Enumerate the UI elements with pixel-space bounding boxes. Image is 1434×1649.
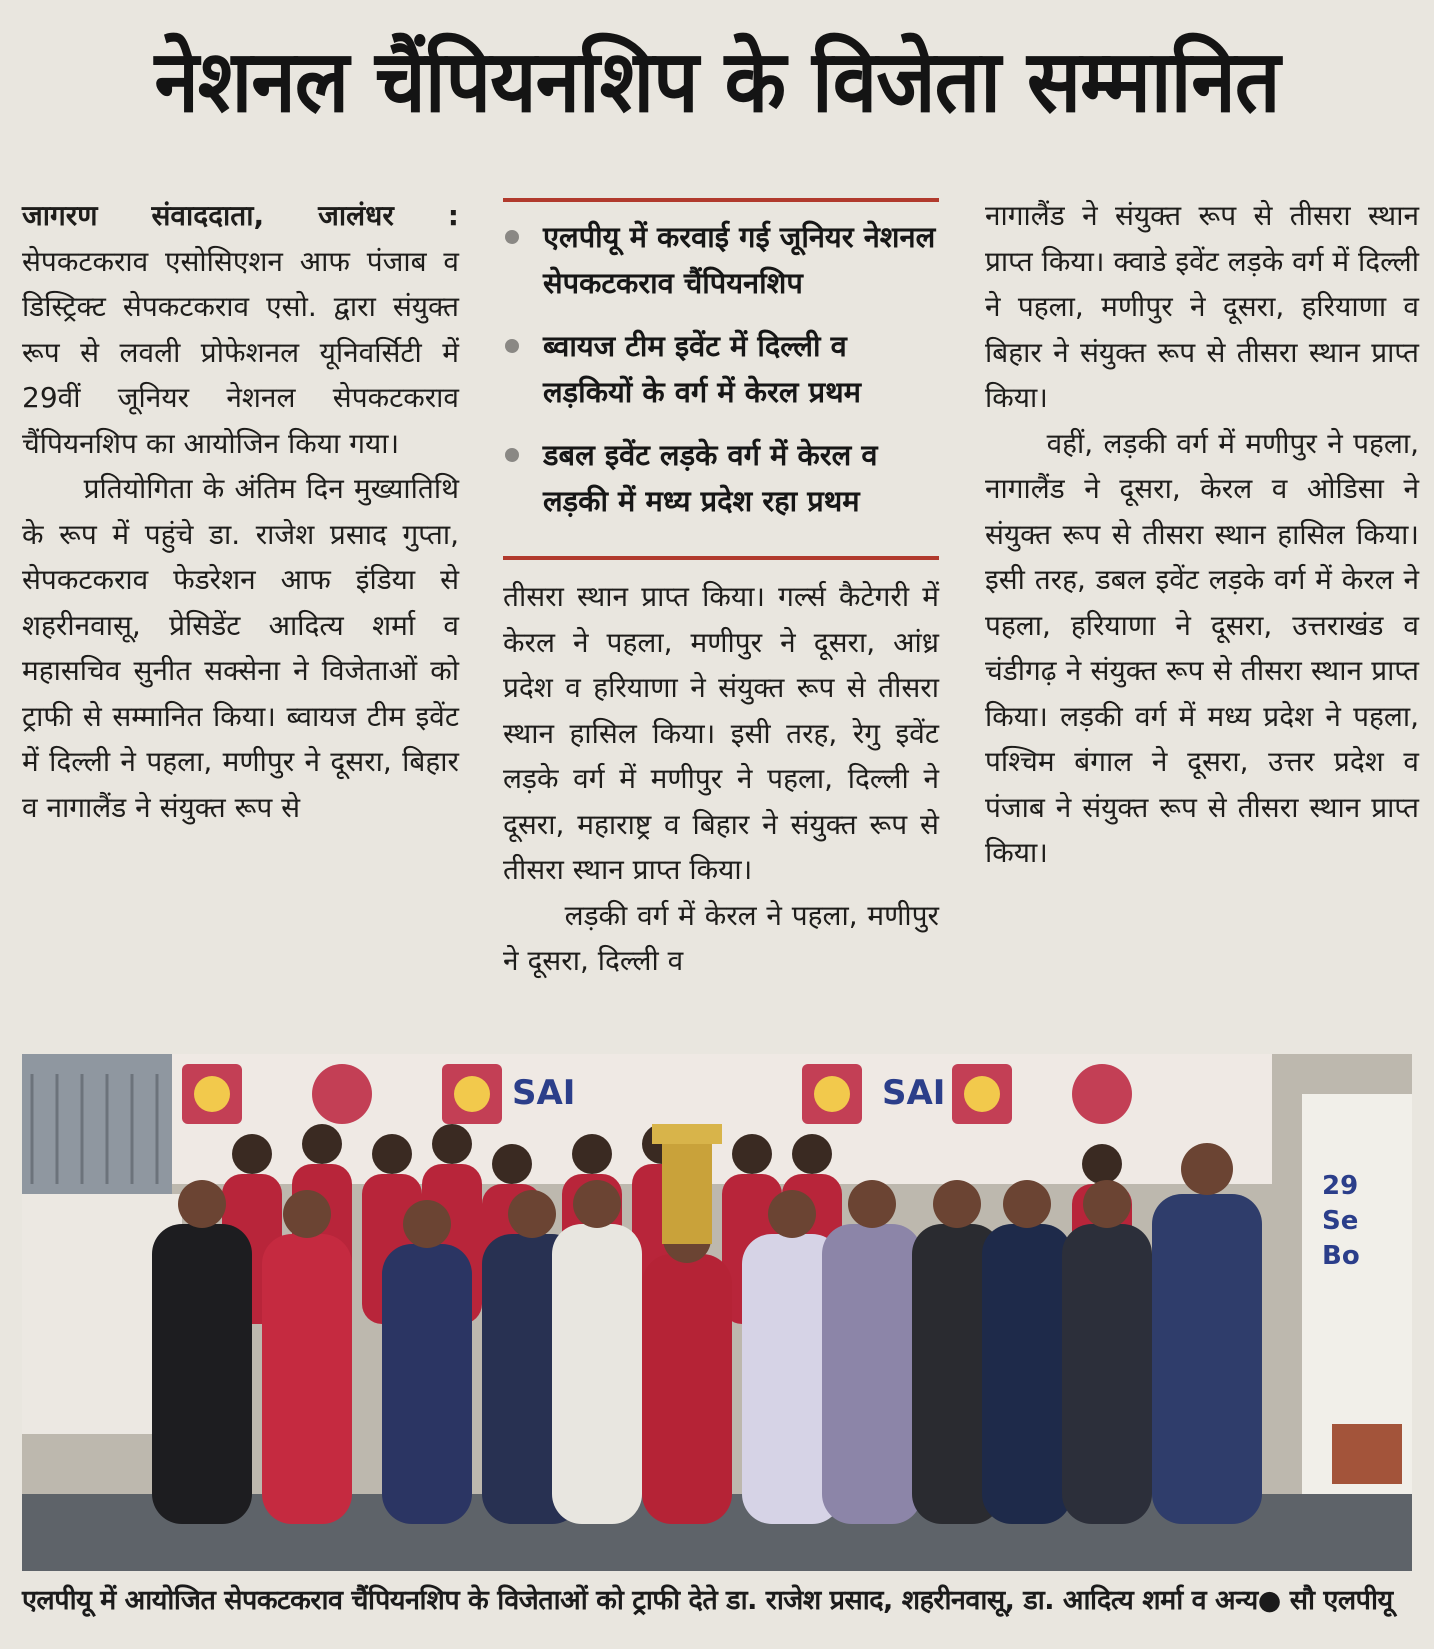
- photo-illustration: [22, 1054, 1412, 1571]
- paragraph: वहीं, लड़की वर्ग में मणीपुर ने पहला, नागालैंड ने दूसरा, केरल व ओडिसा ने संयुक्त रूप से तीसरा स्थान हासिल किया। इसी तरह, डबल इवेंट लड़के वर्ग में केरल ने पहला, हरियाणा ने दूसरा, उत्तराखंड व चंडीगढ़ ने संयुक्त रूप से तीसरा स्थान प्राप्त किया। लड़की वर्ग में मध्य प्रदेश ने पहला, पश्चिम बंगाल ने दूसरा, उत्तर प्रदेश व पंजाब ने संयुक्त रूप से तीसरा स्थान प्राप्त किया।: [985, 426, 1419, 869]
- bullet-icon: [505, 230, 519, 244]
- people-group: [152, 1124, 1262, 1524]
- sai-logo: SAI: [882, 1073, 946, 1113]
- paragraph: सेपकटकराव एसोसिएशन आफ पंजाब व डिस्ट्रिक्ट सेपकटकराव एसो. द्वारा संयुक्त रूप से लवली प्रोफेशनल यूनिवर्सिटी में 29वीं जूनियर नेशनल सेपकटकराव चैंपियनशिप का आयोजिन किया गया।: [22, 244, 459, 460]
- byline: जागरण संवाददाता, जालंधर :: [22, 199, 459, 232]
- news-photo: [22, 1054, 1412, 1571]
- headline: नेशनल चैंपियनशिप के विजेता सम्मानित: [154, 32, 1280, 132]
- paragraph: नागालैंड ने संयुक्त रूप से तीसरा स्थान प्राप्त किया। क्वाडे इवेंट लड़के वर्ग में दिल्ली ने पहला, मणीपुर ने दूसरा, हरियाणा व बिहार ने संयुक्त रूप से तीसरा स्थान प्राप्त किया।: [985, 199, 1419, 414]
- paragraph: तीसरा स्थान प्राप्त किया। गर्ल्स कैटेगरी में केरल ने पहला, मणीपुर ने दूसरा, आंध्र प्रदेश व हरियाणा ने संयुक्त रूप से तीसरा स्थान हासिल किया। इसी तरह, रेगु इवेंट लड़के वर्ग में मणीपुर ने पहला, दिल्ली ने दूसरा, महाराष्ट्र व बिहार ने संयुक्त रूप से तीसरा स्थान प्राप्त किया।: [503, 580, 939, 886]
- highlight-text: ब्वायज टीम इवेंट में दिल्ली व लड़कियों के वर्ग में केरल प्रथम: [543, 329, 862, 409]
- sai-logo: SAI: [512, 1073, 576, 1113]
- highlight-rule-top: [503, 198, 939, 202]
- article-column-right: [985, 193, 1419, 876]
- article-column-left: [22, 193, 459, 830]
- bullet-icon: [505, 448, 519, 462]
- photo-caption: एलपीयू में आयोजित सेपकटकराव चैंपियनशिप के विजेताओं को ट्राफी देते डा. राजेश प्रसाद, शहरीनवासू, डा. आदित्य शर्मा व अन्य● सौ एलपीयू: [22, 1585, 1393, 1616]
- side-banner-text: 29: [1322, 1171, 1359, 1201]
- bullet-icon: [505, 339, 519, 353]
- highlight-text: डबल इवेंट लड़के वर्ग में केरल व लड़की में मध्य प्रदेश रहा प्रथम: [543, 438, 878, 518]
- side-banner-text: Se: [1322, 1206, 1359, 1236]
- highlight-item: [503, 323, 939, 415]
- paragraph: प्रतियोगिता के अंतिम दिन मुख्यातिथि के रूप में पहुंचे डा. राजेश प्रसाद गुप्ता, सेपकटकराव फेडरेशन आफ इंडिया से शहरीनवासू, प्रेसिडेंट आदित्य शर्मा व महासचिव सुनीत सक्सेना ने विजेताओं को ट्राफी से सम्मानित किया। ब्वायज टीम इवेंट में दिल्ली ने पहला, मणीपुर ने दूसरा, बिहार व नागालैंड ने संयुक्त रूप से: [22, 472, 459, 824]
- article-column-middle: [503, 574, 939, 984]
- side-banner-text: Bo: [1322, 1241, 1360, 1271]
- highlights-box: [503, 196, 939, 562]
- highlight-item: [503, 214, 939, 306]
- highlight-rule-bottom: [503, 556, 939, 560]
- highlight-item: [503, 432, 939, 524]
- highlights-list: [503, 214, 939, 541]
- highlight-text: एलपीयू में करवाई गई जूनियर नेशनल सेपकटकराव चैंपियनशिप: [543, 220, 936, 300]
- paragraph: लड़की वर्ग में केरल ने पहला, मणीपुर ने दूसरा, दिल्ली व: [503, 898, 939, 977]
